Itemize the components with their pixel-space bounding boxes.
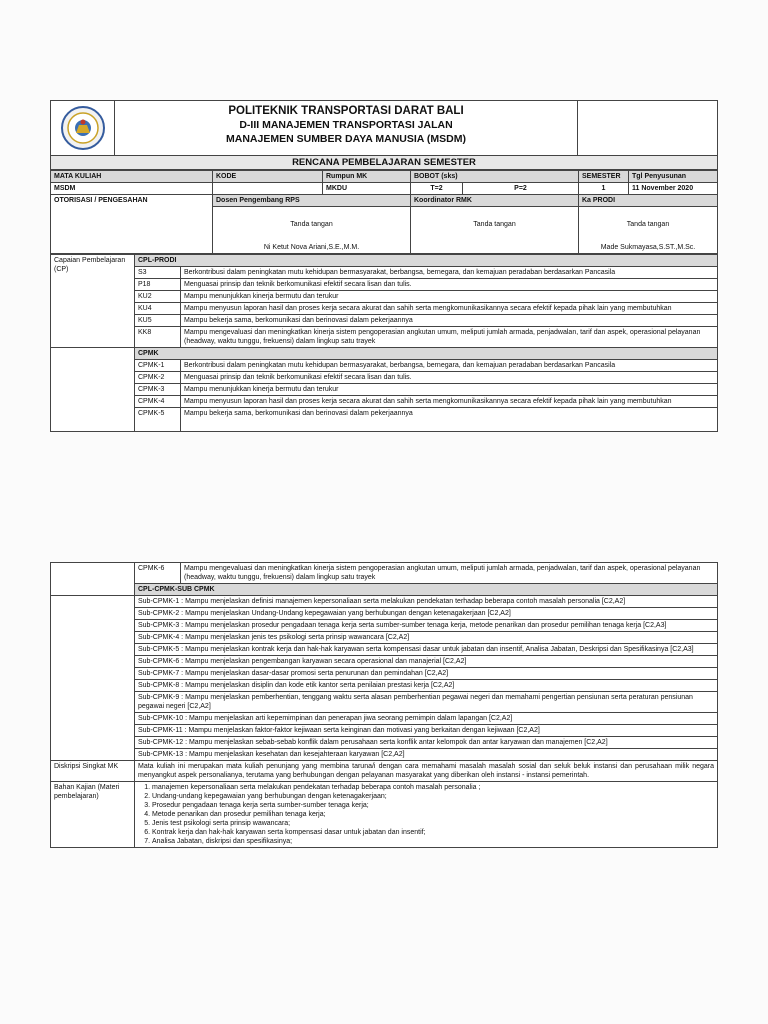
sub-cpmk-item: Sub-CPMK-5 : Mampu menjelaskan kontrak kerja dan hak-hak karyawan serta kompensasi dasar untuk jabatan dan insentif, Analisa Jabatan, Deskripsi dan Spesifikasinya [C2,A3] — [135, 644, 718, 656]
sub-cpmk-header: CPL-CPMK-SUB CPMK — [135, 584, 718, 596]
value-bobot-p: P=2 — [463, 183, 579, 195]
cpl-code: KU4 — [135, 303, 181, 315]
cpmk6-text: Mampu mengevaluasi dan meningkatkan kinerja sistem pengoperasian angkutan umum, meliputi jumlah armada, penjadwalan, tarif dan aspek, operasional pelayanan (headway, waktu tunggu, frekuensi) dalam lingkup satu trayek — [181, 563, 718, 584]
cpl-text: Menguasai prinsip dan teknik berkomunikasi efektif secara lisan dan tulis. — [181, 279, 718, 291]
sub-cpmk-item: Sub-CPMK-7 : Mampu menjelaskan dasar-dasar promosi serta penurunan dan pemindahan [C2,A2] — [135, 668, 718, 680]
cpl-text: Mampu mengevaluasi dan meningkatkan kinerja sistem pengoperasian angkutan umum, meliputi jumlah armada, penjadwalan, tarif dan aspek, operasional pelayanan (headway, waktu tunggu, frekuensi) dalam lingkup satu trayek — [181, 327, 718, 348]
label-rumpun: Rumpun MK — [323, 171, 411, 183]
sign-label-1: Tanda tangan — [290, 221, 333, 228]
signature-dosen — [213, 207, 411, 254]
sub-cpmk-item: Sub-CPMK-9 : Mampu menjelaskan pemberhentian, tenggang waktu serta alasan pemberhentian pegawai negeri dan memahami pengertian pensiunan serta peraturan pensiunan pegawai negeri [C2,A2] — [135, 692, 718, 713]
cpmk-text: Menguasai prinsip dan teknik berkomunikasi efektif secara lisan dan tulis. — [181, 372, 718, 384]
cpl-row — [51, 315, 718, 327]
doc-title: RENCANA PEMBELAJARAN SEMESTER — [51, 156, 718, 170]
cpmk-code: CPMK-4 — [135, 396, 181, 408]
cpmk-text: Mampu bekerja sama, berkomunikasi dan berinovasi dalam pekerjaannya — [181, 408, 718, 432]
program-name: D-III MANAJEMEN TRANSPORTASI JALAN — [239, 119, 453, 131]
sub-cpmk-item: Sub-CPMK-3 : Mampu menjelaskan prosedur pengadaan tenaga kerja serta sumber-sumber tenaga kerja, metode penarikan dan prosedur pemilihan tenaga kerja [C2,A3] — [135, 620, 718, 632]
value-bobot-t: T=2 — [411, 183, 463, 195]
cpl-code: P18 — [135, 279, 181, 291]
label-semester: SEMESTER — [579, 171, 629, 183]
page2-blank-top — [51, 563, 135, 596]
signature-koordinator — [411, 207, 579, 254]
sign-label-2: Tanda tangan — [473, 221, 516, 228]
cpmk-text: Berkontribusi dalam peningkatan mutu kehidupan bermasyarakat, berbangsa, bernegara, dan kemajuan peradaban berdasarkan Pancasila — [181, 360, 718, 372]
label-tgl: Tgl Penyusunan — [629, 171, 718, 183]
otorisasi-col3-title: Ka PRODI — [579, 195, 718, 207]
cpl-row — [51, 327, 718, 348]
sign-label-3: Tanda tangan — [626, 221, 670, 228]
cpmk-header: CPMK — [135, 348, 718, 360]
bahan-kajian-item: 6. Kontrak kerja dan hak-hak karyawan serta kompensasi dasar untuk jabatan dan insentif; — [152, 828, 714, 837]
capaian-blank — [51, 348, 135, 432]
cpl-code: KU2 — [135, 291, 181, 303]
sub-cpmk-item: Sub-CPMK-2 : Mampu menjelaskan Undang-Undang kepegawaian yang berhubungan dengan ketenagakerjaan [C2,A2] — [135, 608, 718, 620]
cpmk-row — [51, 372, 718, 384]
otorisasi-col2-title: Koordinator RMK — [411, 195, 579, 207]
cpl-code: KU5 — [135, 315, 181, 327]
cpmk-text: Mampu menunjukkan kinerja bermutu dan terukur — [181, 384, 718, 396]
sub-cpmk-item: Sub-CPMK-13 : Mampu menjelaskan kesehatan dan kesejahteraan karyawan [C2,A2] — [135, 749, 718, 761]
sub-cpmk-item: Sub-CPMK-12 : Mampu menjelaskan sebab-sebab konflik dalam perusahaan serta konflik antar kelompok dan antar karyawan dan manajemen [C2,A2] — [135, 737, 718, 749]
cpl-row — [51, 303, 718, 315]
cpmk-code: CPMK-2 — [135, 372, 181, 384]
label-otorisasi: OTORISASI / PENGESAHAN — [51, 195, 213, 254]
cpmk-row — [51, 396, 718, 408]
cpl-row — [51, 279, 718, 291]
title-cell — [115, 101, 578, 156]
cpmk-row — [51, 384, 718, 396]
bahan-kajian-list-cell — [135, 782, 718, 848]
institution-name: POLITEKNIK TRANSPORTASI DARAT BALI — [228, 105, 464, 117]
label-kode: KODE — [213, 171, 323, 183]
label-deskripsi: Diskripsi Singkat MK — [51, 761, 135, 782]
cpl-row — [51, 291, 718, 303]
cpl-code: KK8 — [135, 327, 181, 348]
signature-kaprodi — [579, 207, 718, 254]
value-kode — [213, 183, 323, 195]
label-capaian: Capaian Pembelajaran (CP) — [51, 255, 135, 348]
sub-cpmk-item: Sub-CPMK-11 : Mampu menjelaskan faktor-faktor kejiwaan serta keinginan dan motivasi yang berkaitan dengan kejiwaan [C2,A2] — [135, 725, 718, 737]
cpl-text: Mampu menunjukkan kinerja bermutu dan terukur — [181, 291, 718, 303]
capaian-table — [50, 254, 718, 432]
cpl-text: Mampu bekerja sama, berkomunikasi dan berinovasi dalam pekerjaannya — [181, 315, 718, 327]
sub-cpmk-item: Sub-CPMK-8 : Mampu menjelaskan disiplin dan kode etik kantor serta penilaian prestasi kerja [C2,A2] — [135, 680, 718, 692]
signer-name-3: Made Sukmayasa,S.ST.,M.Sc. — [600, 244, 696, 251]
signer-name-1: Ni Ketut Nova Ariani,S.E.,M.M. — [263, 244, 360, 251]
sub-cpmk-item: Sub-CPMK-6 : Mampu menjelaskan pengembangan karyawan secara operasional dan manajerial [C2,A2] — [135, 656, 718, 668]
cpl-code: S3 — [135, 267, 181, 279]
value-mata-kuliah: MSDM — [51, 183, 213, 195]
institution-logo-icon — [60, 105, 106, 151]
cpmk-text: Mampu menyusun laporan hasil dan proses kerja secara akurat dan sahih serta mengkomunikasikannya secara efektif kepada pihak lain yang membutuhkan — [181, 396, 718, 408]
cpmk-code: CPMK-1 — [135, 360, 181, 372]
bahan-kajian-list — [138, 783, 714, 846]
cpmk6-code: CPMK-6 — [135, 563, 181, 584]
cpmk-row — [51, 408, 718, 432]
bahan-kajian-item: 2. Undang-undang kepegawaian yang berhubungan dengan ketenagakerjaan; — [152, 792, 714, 801]
cpl-header: CPL-PRODI — [135, 255, 718, 267]
cpmk-row — [51, 360, 718, 372]
header-table — [50, 100, 718, 170]
page-1 — [50, 100, 718, 432]
code-cell — [578, 101, 718, 156]
value-semester: 1 — [579, 183, 629, 195]
info-table — [50, 170, 718, 254]
label-bobot: BOBOT (sks) — [411, 171, 579, 183]
label-mata-kuliah: MATA KULIAH — [51, 171, 213, 183]
deskripsi-text: Mata kuliah ini merupakan mata kuliah penunjang yang membina taruna/i dengan cara memahami masalah masalah sosial dan seluk beluk instansi dan perusahaan milik negara menyangkut aspek personalianya, terutama yang berhubungan dengan pelayanan masyarakat yang diberikan oleh instansi - instansi pemerintah. — [135, 761, 718, 782]
sub-cpmk-item: Sub-CPMK-4 : Mampu menjelaskan jenis tes psikologi serta prinsip wawancara [C2,A2] — [135, 632, 718, 644]
bahan-kajian-item: 5. Jenis test psikologi serta prinsip wawancara; — [152, 819, 714, 828]
bahan-kajian-item: 3. Prosedur pengadaan tenaga kerja serta sumber-sumber tenaga kerja; — [152, 801, 714, 810]
bahan-kajian-item: 4. Metode penarikan dan prosedur pemilihan tenaga kerja; — [152, 810, 714, 819]
bahan-kajian-item: 1. manajemen kepersonaliaan serta melakukan pendekatan terhadap beberapa contoh masalah personalia ; — [152, 783, 714, 792]
page2-blank-subs — [51, 596, 135, 761]
cpmk-code: CPMK-5 — [135, 408, 181, 432]
page-2 — [50, 562, 718, 848]
sub-cpmk-item: Sub-CPMK-1 : Mampu menjelaskan definisi manajemen kepersonaliaan serta melakukan pendekatan terhadap beberapa contoh masalah personalia [C2,A2] — [135, 596, 718, 608]
value-rumpun: MKDU — [323, 183, 411, 195]
sub-cpmk-item: Sub-CPMK-10 : Mampu menjelaskan arti kepemimpinan dan penerapan jiwa seorang pemimpin dalam lapangan [C2,A2] — [135, 713, 718, 725]
cpl-text: Berkontribusi dalam peningkatan mutu kehidupan bermasyarakat, berbangsa, bernegara, dan kemajuan peradaban berdasarkan Pancasila — [181, 267, 718, 279]
bahan-kajian-item: 7. Analisa Jabatan, diskripsi dan spesifikasinya; — [152, 837, 714, 846]
value-tgl: 11 November 2020 — [629, 183, 718, 195]
otorisasi-col1-title: Dosen Pengembang RPS — [213, 195, 411, 207]
cpmk-code: CPMK-3 — [135, 384, 181, 396]
page2-table — [50, 562, 718, 848]
cpl-text: Mampu menyusun laporan hasil dan proses kerja secara akurat dan sahih serta mengkomunikasikannya secara efektif kepada pihak lain yang membutuhkan — [181, 303, 718, 315]
course-full-name: MANAJEMEN SUMBER DAYA MANUSIA (MSDM) — [226, 133, 466, 145]
label-bahan-kajian: Bahan Kajian (Materi pembelajaran) — [51, 782, 135, 848]
logo-cell — [51, 101, 115, 156]
cpl-row — [51, 267, 718, 279]
